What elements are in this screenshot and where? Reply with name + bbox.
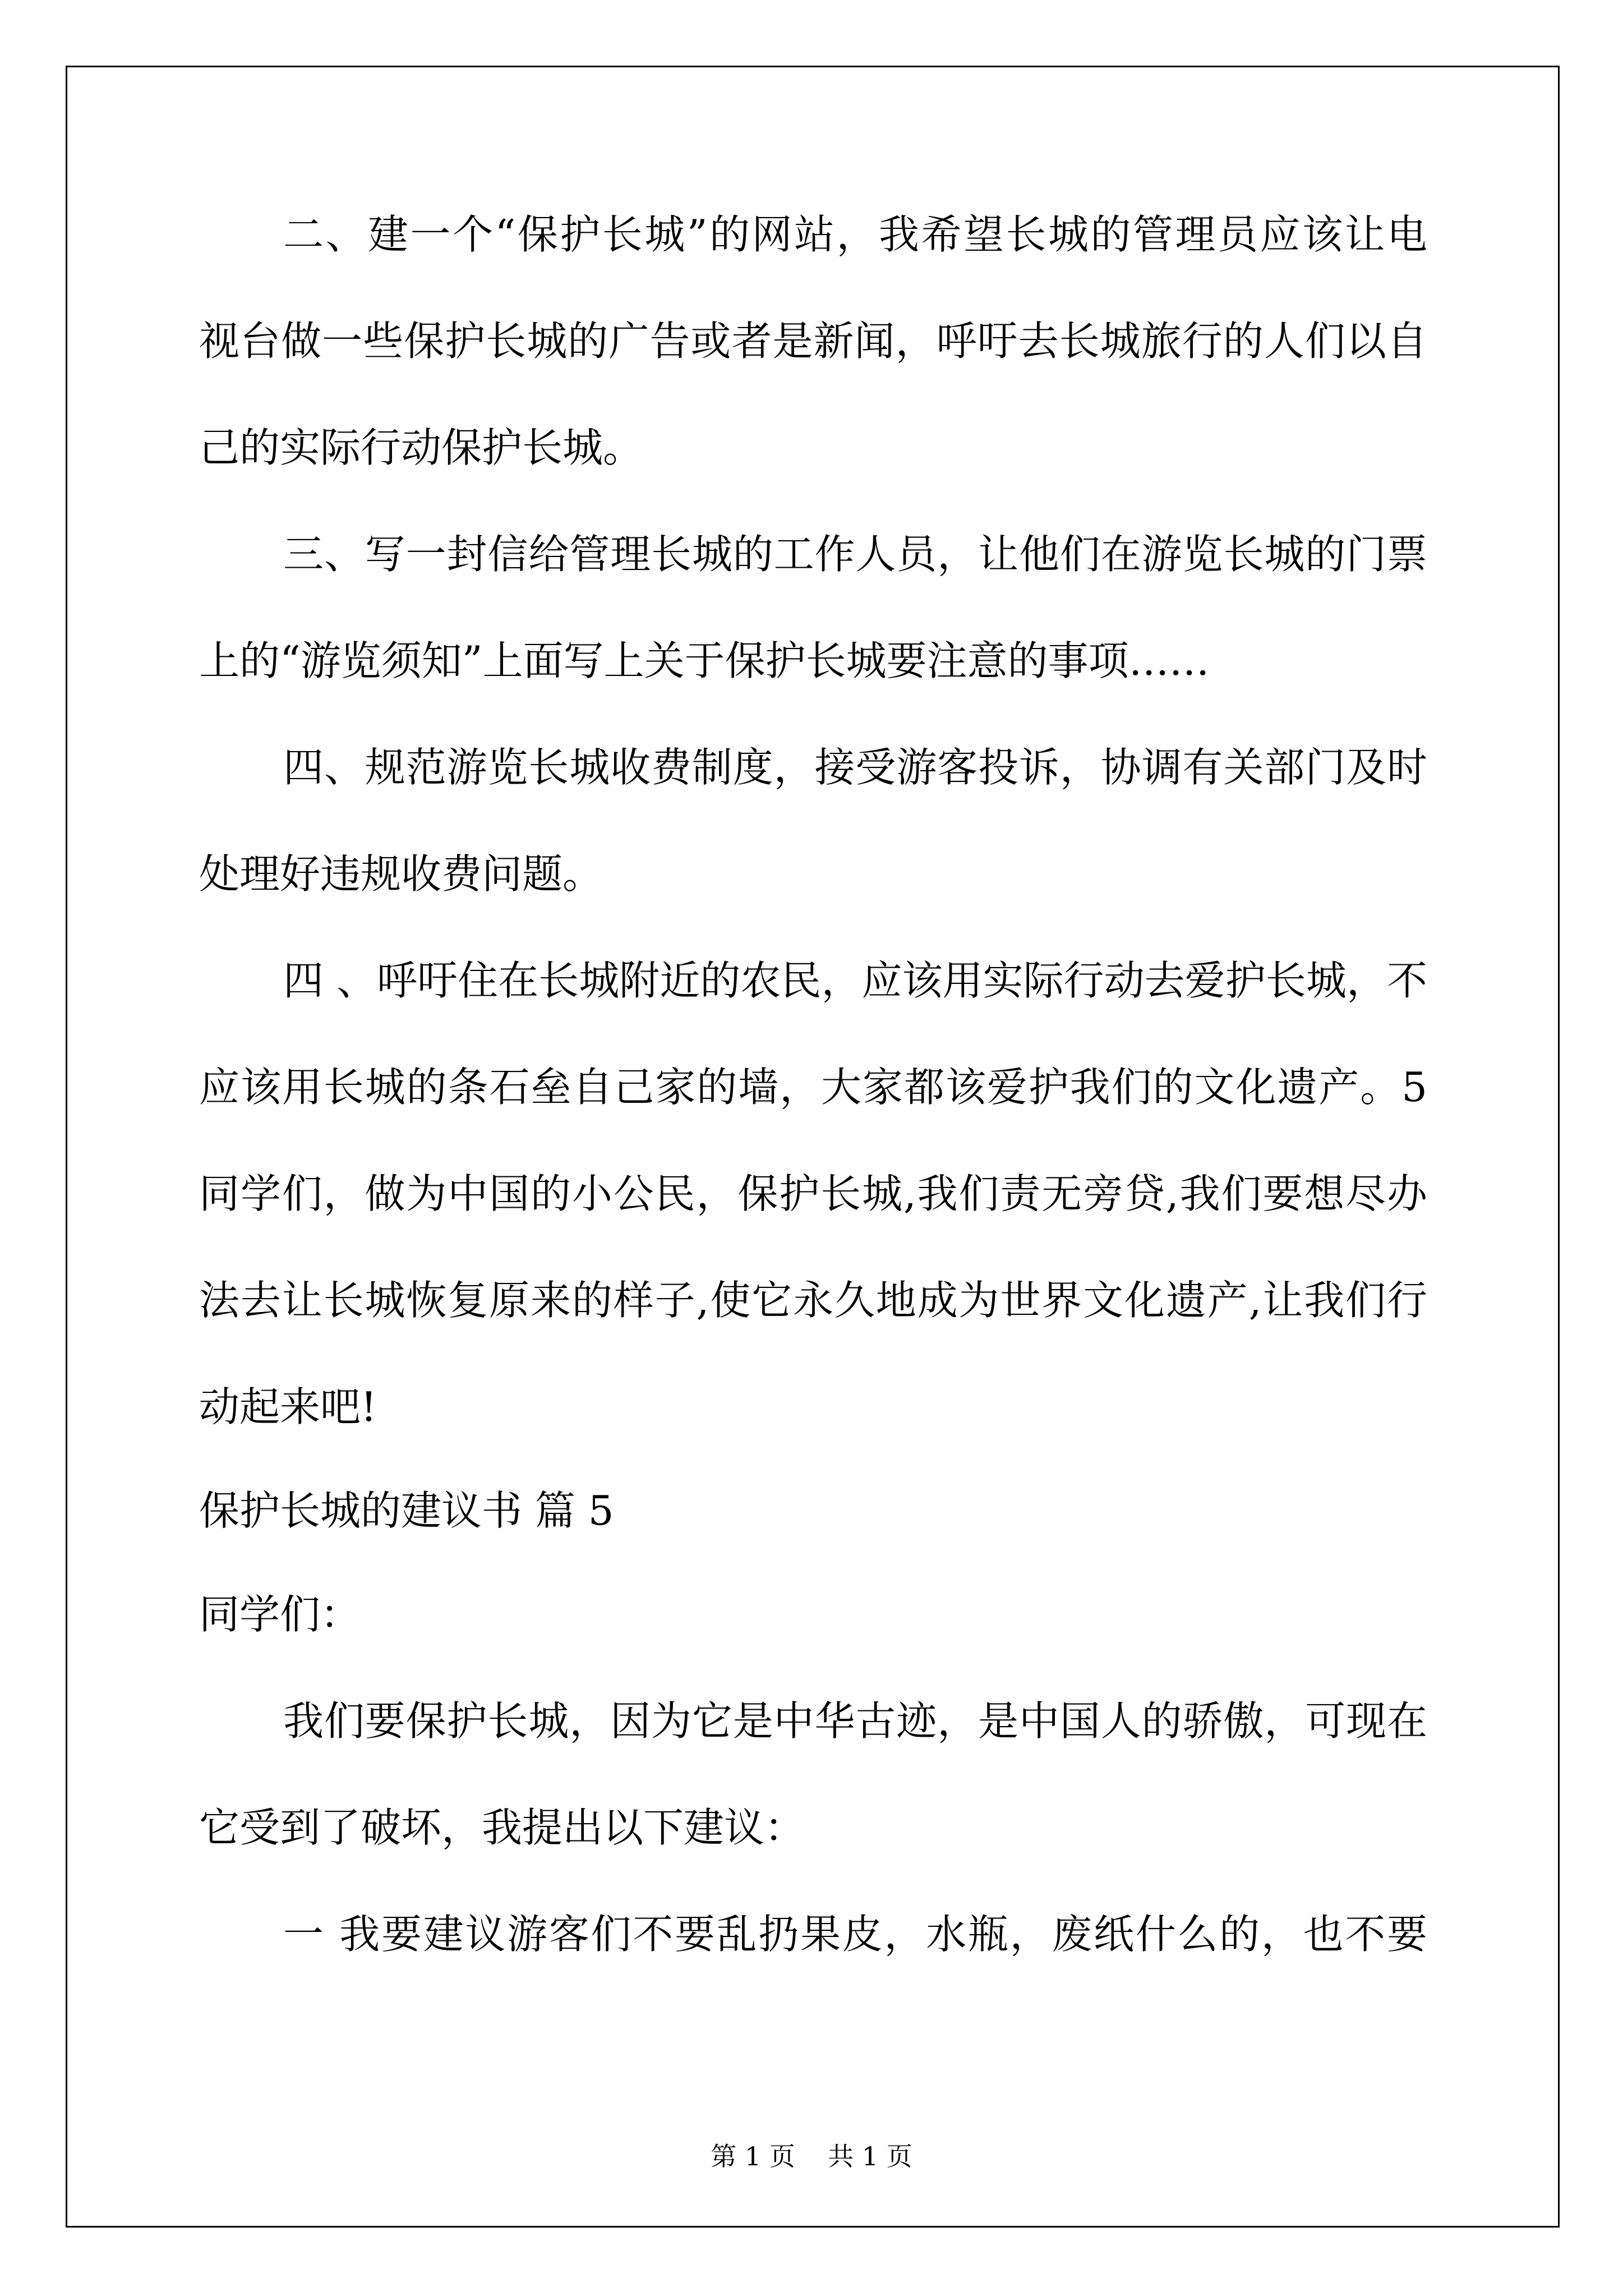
paragraph-line: 应该用长城的条石垒自己家的墙，大家都该爱护我们的文化遗产。5 (199, 1064, 1427, 1111)
paragraph-line: 法去让长城恢复原来的样子,使它永久地成为世界文化遗产,让我们行 (199, 1277, 1427, 1324)
section-heading: 保护长城的建议书 篇 5 (199, 1487, 614, 1534)
paragraph-line: 我们要保护长城，因为它是中华古迹，是中国人的骄傲，可现在 (283, 1697, 1427, 1745)
paragraph-line: 它受到了破坏，我提出以下建议： (199, 1804, 805, 1851)
paragraph-line: 四 、呼吁住在长城附近的农民，应该用实际行动去爱护长城，不 (283, 957, 1427, 1004)
paragraph-line: 己的实际行动保护长城。 (199, 424, 644, 471)
paragraph-line: 四、规范游览长城收费制度，接受游客投诉，协调有关部门及时 (283, 744, 1427, 791)
paragraph-line: 动起来吧! (199, 1383, 377, 1430)
salutation: 同学们： (199, 1591, 361, 1638)
paragraph-line: 同学们，做为中国的小公民，保护长城,我们责无旁贷,我们要想尽办 (199, 1170, 1427, 1217)
paragraph-line: 上的“游览须知”上面写上关于保护长城要注意的事项…… (199, 637, 1210, 684)
paragraph-line: 三、写一封信给管理长城的工作人员，让他们在游览长城的门票 (283, 531, 1427, 578)
paragraph-line: 视台做一些保护长城的广告或者是新闻，呼吁去长城旅行的人们以自 (199, 318, 1427, 365)
page-number-footer: 第 1 页 共 1 页 (711, 2141, 912, 2171)
paragraph-line: 二、建一个“保护长城”的网站，我希望长城的管理员应该让电 (283, 211, 1427, 258)
paragraph-line: 处理好违规收费问题。 (199, 850, 603, 898)
page-border (66, 66, 1560, 2228)
paragraph-line: 一 我要建议游客们不要乱扔果皮，水瓶，废纸什么的，也不要 (283, 1911, 1427, 1958)
